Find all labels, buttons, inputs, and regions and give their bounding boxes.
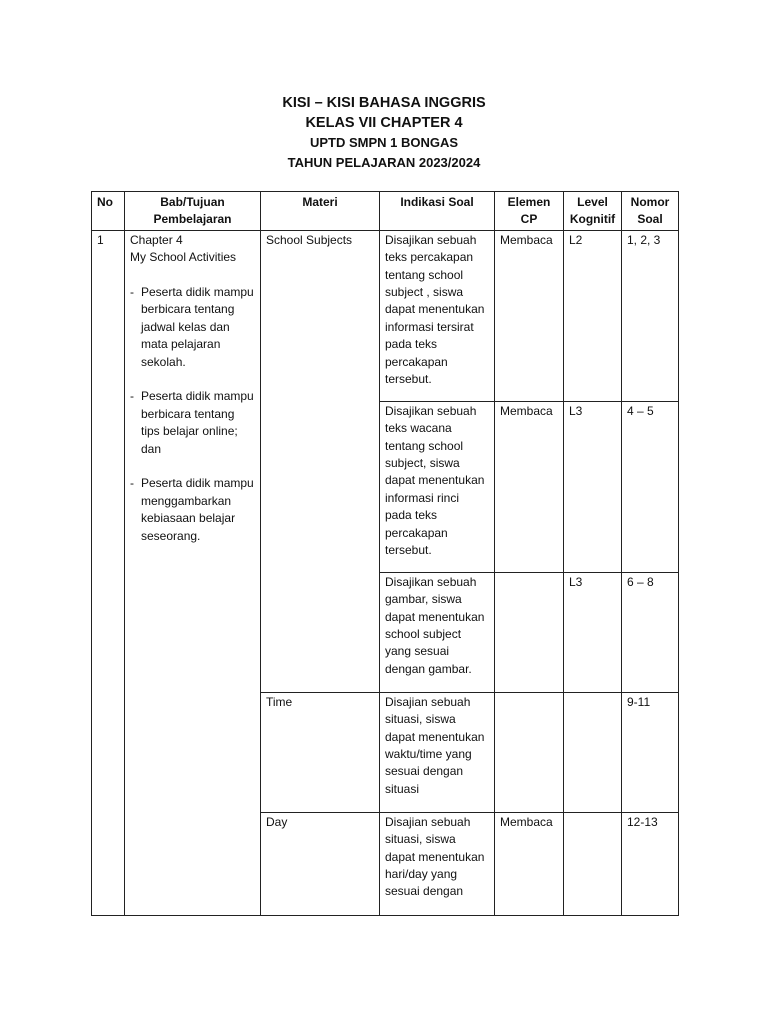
cell-level: L3 <box>564 401 622 572</box>
cell-elemen: Membaca <box>495 401 564 572</box>
document-header <box>0 93 768 173</box>
cell-nomor: 6 – 8 <box>622 572 679 692</box>
doc-year: TAHUN PELAJARAN 2023/2024 <box>287 155 481 170</box>
cell-indikasi: Disajian sebuah situasi, siswa dapat menentukan waktu/time yang sesuai dengan situasi <box>380 692 495 812</box>
table-row <box>92 230 679 401</box>
cell-indikasi: Disajikan sebuah gambar, siswa dapat menentukan school subject yang sesuai dengan gambar. <box>380 572 495 692</box>
header-no: No <box>92 192 125 231</box>
doc-school: UPTD SMPN 1 BONGAS <box>309 135 459 150</box>
list-item: - Peserta didik mampu menggambarkan kebiasaan belajar seseorang. <box>130 475 255 545</box>
cell-materi-day: Day <box>261 812 380 915</box>
list-item: - Peserta didik mampu berbicara tentang jadwal kelas dan mata pelajaran sekolah. <box>130 284 255 371</box>
cell-level: L2 <box>564 230 622 401</box>
cell-elemen: Membaca <box>495 230 564 401</box>
cell-elemen <box>495 692 564 812</box>
cell-indikasi: Disajikan sebuah teks wacana tentang school subject, siswa dapat menentukan informasi rinci pada teks percakapan tersebut. <box>380 401 495 572</box>
bab-topic: My School Activities <box>130 250 237 265</box>
doc-title: KISI – KISI BAHASA INGGRIS <box>282 95 486 111</box>
cell-materi-school-subjects: School Subjects <box>261 230 380 692</box>
header-level: Level Kognitif <box>564 192 622 231</box>
cell-elemen <box>495 572 564 692</box>
table-header-row <box>92 192 679 231</box>
cell-nomor: 9-11 <box>622 692 679 812</box>
header-indikasi: Indikasi Soal <box>380 192 495 231</box>
header-elemen: Elemen CP <box>495 192 564 231</box>
kisi-kisi-table <box>91 191 679 916</box>
header-materi: Materi <box>261 192 380 231</box>
cell-indikasi: Disajikan sebuah teks percakapan tentang school subject , siswa dapat menentukan informasi tersirat pada teks percakapan tersebut. <box>380 230 495 401</box>
bab-chapter: Chapter 4 <box>130 232 183 247</box>
cell-nomor: 12-13 <box>622 812 679 915</box>
cell-no: 1 <box>92 230 125 915</box>
header-bab: Bab/Tujuan Pembelajaran <box>125 192 261 231</box>
cell-materi-time: Time <box>261 692 380 812</box>
cell-nomor: 1, 2, 3 <box>622 230 679 401</box>
cell-level <box>564 812 622 915</box>
cell-level <box>564 692 622 812</box>
doc-class-chapter: KELAS VII CHAPTER 4 <box>305 115 463 131</box>
header-nomor: Nomor Soal <box>622 192 679 231</box>
cell-indikasi: Disajian sebuah situasi, siswa dapat menentukan hari/day yang sesuai dengan <box>380 812 495 915</box>
list-item: - Peserta didik mampu berbicara tentang tips belajar online; dan <box>130 388 255 458</box>
cell-elemen: Membaca <box>495 812 564 915</box>
goal-list <box>130 284 255 545</box>
cell-level: L3 <box>564 572 622 692</box>
cell-bab <box>125 230 261 915</box>
cell-nomor: 4 – 5 <box>622 401 679 572</box>
